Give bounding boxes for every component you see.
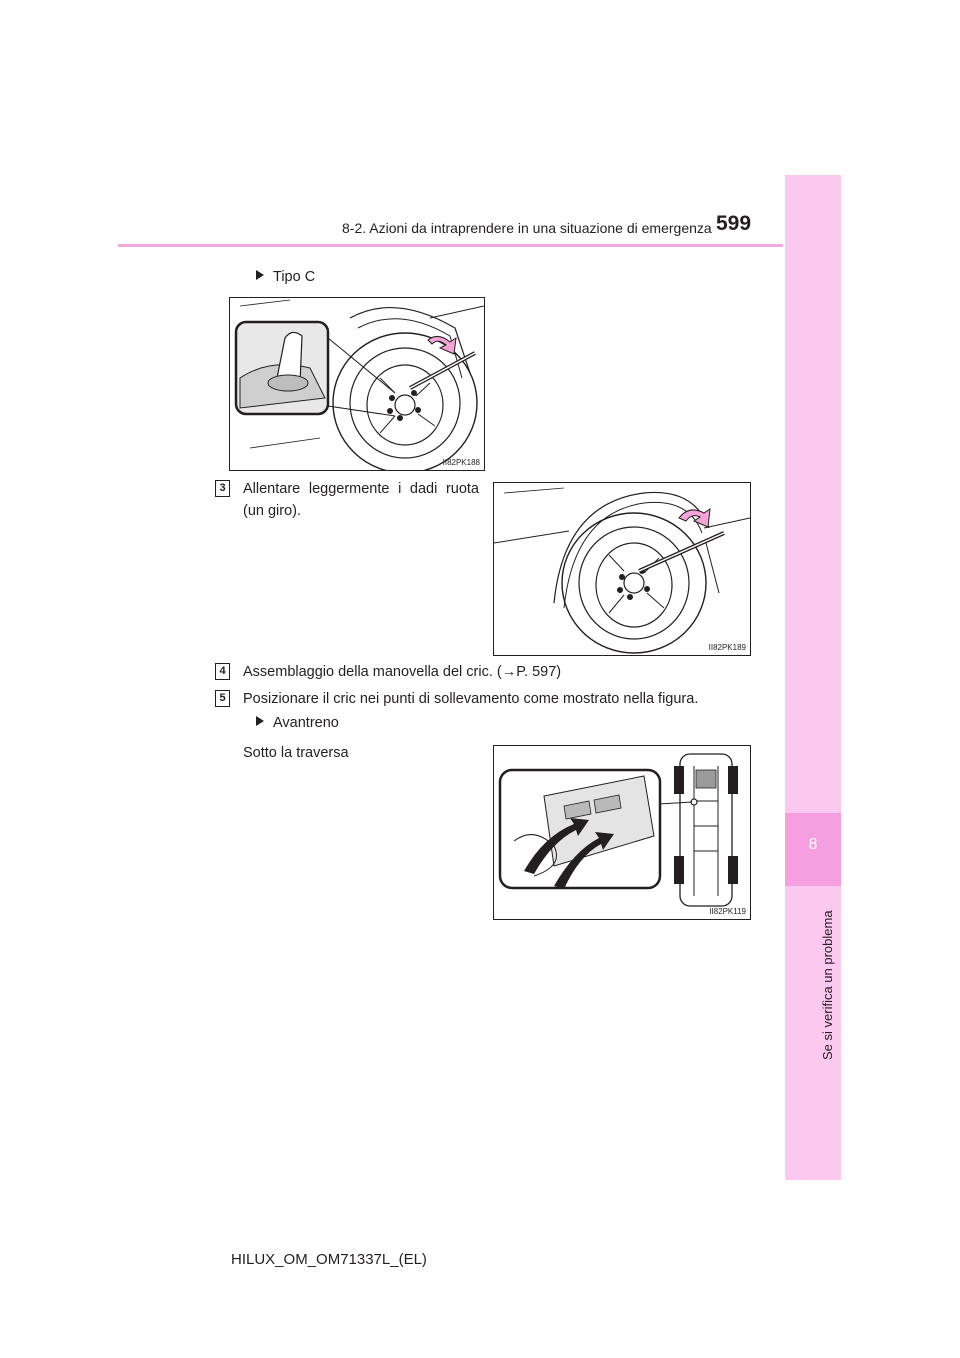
type-c-label: Tipo C — [273, 269, 316, 285]
subheading-front — [256, 715, 339, 731]
figure-type-c-wheel — [229, 297, 485, 471]
step-5-text: Posizionare il cric nei punti di sollevamento come mostrato nella figura. — [243, 691, 699, 707]
page-number: 599 — [716, 212, 752, 235]
step-number-3: 3 — [215, 480, 230, 497]
triangle-bullet-icon — [256, 716, 264, 726]
document-code-footer: HILUX_OM_OM71337L_(EL) — [231, 1251, 427, 1268]
subheading-type-c — [256, 269, 315, 285]
chapter-number: 8 — [808, 836, 818, 853]
front-label: Avantreno — [273, 715, 339, 731]
step-3-text: Allentare leggermente i dadi ruota (un giro). — [243, 481, 479, 519]
step-number-4: 4 — [215, 663, 230, 680]
figure-code-189: II82PK189 — [708, 643, 746, 652]
chapter-title: Se si verifica un problema — [820, 910, 835, 1060]
figure-loosen-wheel-nuts — [493, 482, 751, 656]
figure-code-119: II82PK119 — [709, 907, 746, 916]
section-title: 8-2. Azioni da intraprendere in una situazione di emergenza — [342, 220, 712, 236]
step-number-5: 5 — [215, 690, 230, 707]
figure-code-188: II82PK188 — [442, 458, 480, 467]
front-jack-point-text: Sotto la traversa — [243, 745, 349, 761]
figure-front-jack-point — [493, 745, 751, 920]
triangle-bullet-icon — [256, 270, 264, 280]
step-4-text: Assemblaggio della manovella del cric. (→P. 597) — [243, 664, 562, 680]
header-divider — [118, 244, 783, 247]
chapter-title-vertical — [800, 880, 835, 1060]
